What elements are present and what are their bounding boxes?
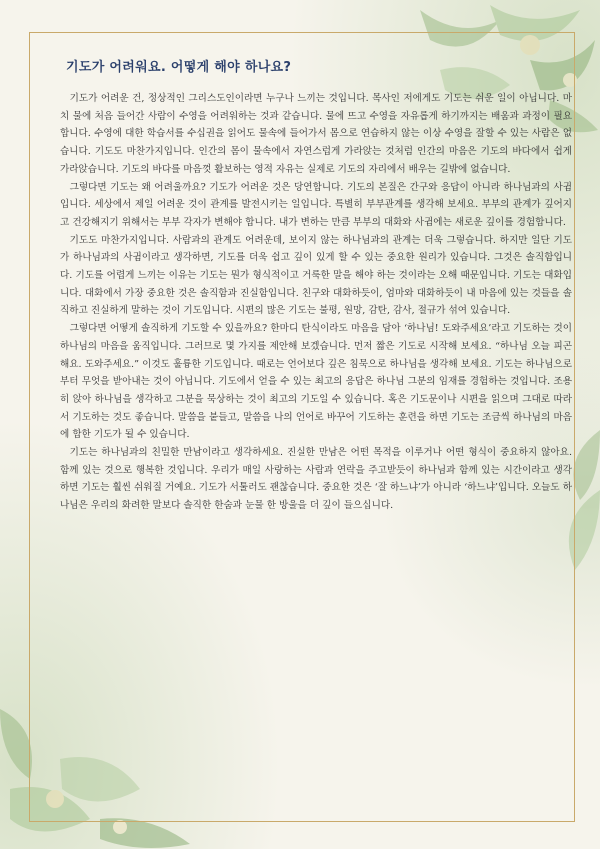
paragraph-5: 기도는 하나님과의 친밀한 만남이라고 생각하세요. 진실한 만남은 어떤 목적을 이루거나 어떤 형식이 중요하지 않아요. 함께 있는 것으로 행복한 것입니다. 우리가 매일 사랑하는 사람과 연락을 주고받듯이 하나님과 함께 있는 시간이라고 생각하면 기도는 훨씬 쉬워질 거예요. 기도가 서툴러도 괜찮습니다. 중요한 것은 ‘잘 하느냐’가 아니라 ‘하느냐’입니다. 오늘도 하나님은 우리의 화려한 말보다 솔직한 한숨과 눈물 한 방울을 더 깊이 들으십니다. (60, 447, 572, 512)
paragraph-4: 그렇다면 어떻게 솔직하게 기도할 수 있을까요? 한마디 탄식이라도 마음을 담아 ‘하나님! 도와주세요’라고 기도하는 것이 하나님의 마음을 움직입니다. 그러므로 몇 가지를 제안해 보겠습니다. 먼저 짧은 기도로 시작해 보세요. “하나님 오늘 피곤해요. 도와주세요.” 이것도 훌륭한 기도입니다. 때로는 언어보다 깊은 침묵으로 하나님을 생각해 보세요. 기도는 하나님으로부터 무엇을 받아내는 것이 아닙니다. 기도에서 얻을 수 있는 최고의 응답은 하나님 그분의 임재를 경험하는 것입니다. 조용히 앉아 하나님을 생각하고 그분을 묵상하는 것이 최고의 기도일 수 있습니다. 혹은 기도문이나 시편을 읽으며 그대로 따라서 기도하는 것도 좋습니다. 말씀을 붙들고, 말씀을 나의 언어로 바꾸어 기도하는 훈련을 하면 기도는 조금씩 하나님의 마음에 합한 기도가 될 수 있습니다. (60, 323, 572, 441)
paragraph-3: 기도도 마찬가지입니다. 사람과의 관계도 어려운데, 보이지 않는 하나님과의 관계는 더욱 그렇습니다. 하지만 일단 기도가 하나님과의 사귐이라고 생각하면, 기도를 더욱 쉽고 깊이 있게 할 수 있는 중요한 원리가 있습니다. 그것은 솔직함입니다. 기도를 어렵게 느끼는 이유는 기도는 뭔가 형식적이고 거룩한 말을 해야 하는 것이라는 오해 때문입니다. 기도는 대화입니다. 대화에서 가장 중요한 것은 솔직함과 진실함입니다. 친구와 대화하듯이, 엄마와 대화하듯이 내 마음에 있는 것들을 솔직하고 진실하게 말하는 것이 기도입니다. 시편의 많은 기도는 불평, 원망, 감탄, 감사, 절규가 섞여 있습니다. (60, 234, 572, 317)
paragraph-1: 기도가 어려운 건, 정상적인 그리스도인이라면 누구나 느끼는 것입니다. 목사인 저에게도 기도는 쉬운 일이 아닙니다. 마치 물에 처음 들어간 사람이 수영을 어려워하는 것과 같습니다. 물에 뜨고 수영을 자유롭게 하기까지는 배움과 과정이 필요합니다. 수영에 대한 학습서를 수십권을 읽어도 물속에 들어가서 몸으로 연습하지 않는 이상 수영을 잘할 수 있는 사람은 없습니다. 기도도 마찬가지입니다. 인간의 몸이 물속에서 자연스럽게 가라앉는 것처럼 인간의 마음은 기도의 바다에서 쉽게 가라앉습니다. 기도의 바다를 마음껏 활보하는 영적 자유는 실제로 기도의 자리에서 배우는 길밖에 없습니다. (60, 93, 572, 175)
document-title: 기도가 어려워요. 어떻게 해야 하나요? (66, 60, 292, 75)
paragraph-2: 그렇다면 기도는 왜 어려울까요? 기도가 어려운 것은 당연합니다. 기도의 본질은 간구와 응답이 아니라 하나님과의 사귐입니다. 세상에서 제일 어려운 것이 관계를 발전시키는 일입니다. 특별히 부부관계를 생각해 보세요. 부부의 관계가 깊어지고 건강해지기 위해서는 부부 각자가 변해야 합니다. 내가 변하는 만큼 부부의 대화와 사귐에는 새로운 깊이를 경험합니다. (60, 181, 572, 228)
document-body (60, 90, 572, 515)
